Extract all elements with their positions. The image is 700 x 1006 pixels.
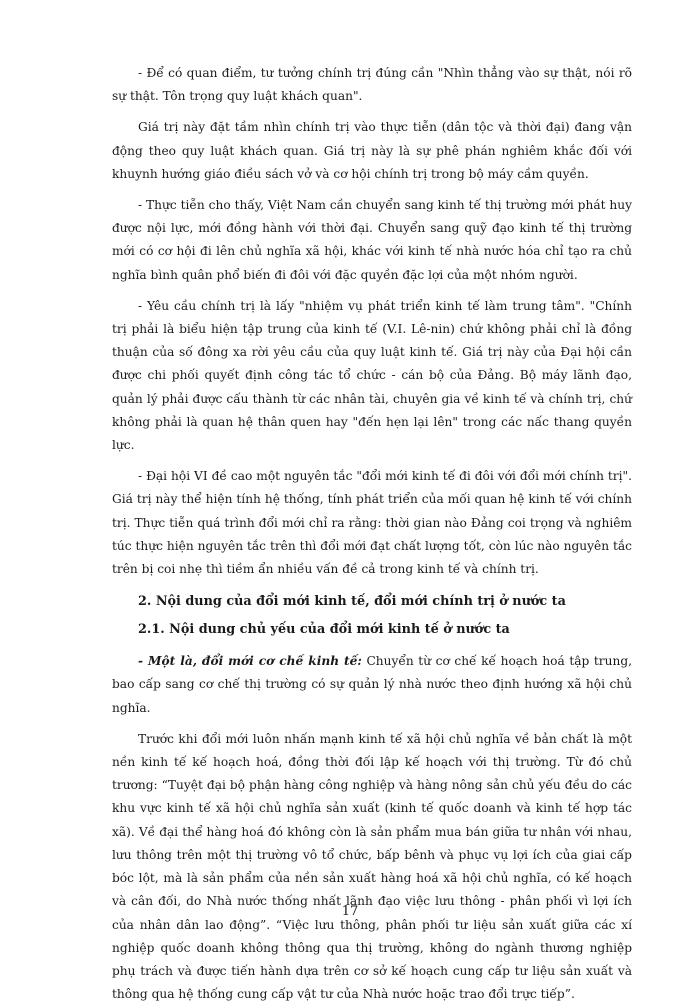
- document-page: [112, 62, 632, 1006]
- paragraph-7: Trước khi đổi mới luôn nhấn mạnh kinh tế xã hội chủ nghĩa về bản chất là một nền kinh tế kế hoạch hoá, đồng thời đối lập kế hoạch với thị trường. Từ đó chủ trương: “Tuyệt đại bộ phận hàng công nghiệp và hàng nông sản chủ yếu đều do các khu vực kinh tế xã hội chủ nghĩa sản xuất (kinh tế quốc doanh và kinh tế hợp tác xã). Về đại thể hàng hoá đó không còn là sản phẩm mua bán giữa tư nhân với nhau, lưu thông trên một thị trường vô tổ chức, bấp bênh và phục vụ lợi ích của giai cấp bóc lột, mà là sản phẩm của nền sản xuất hàng hoá xã hội chủ nghĩa, có kế hoạch và cân đối, do Nhà nước thống nhất lãnh đạo việc lưu thông - phân phối vì lợi ích của nhân dân lao động”. “Việc lưu thông, phân phối tư liệu sản xuất giữa các xí nghiệp quốc doanh không thông qua thị trường, không do ngành thương nghiệp phụ trách và được tiến hành dựa trên cơ sở kế hoạch cung cấp tư liệu sản xuất và thông qua hệ thống cung cấp vật tư của Nhà nước hoặc trao đổi trực tiếp”.: [112, 731, 632, 1002]
- paragraph-6: [112, 650, 632, 720]
- paragraph-4: - Yêu cầu chính trị là lấy "nhiệm vụ phát triển kinh tế làm trung tâm". "Chính trị phải là biểu hiện tập trung của kinh tế (V.I. Lê-nin) chứ không phải chỉ là đồng thuận của số đông xa rời yêu cầu của quy luật kinh tế. Giá trị này của Đại hội cần được chi phối quyết định công tác tổ chức - cán bộ của Đảng. Bộ máy lãnh đạo, quản lý phải được cấu thành từ các nhân tài, chuyên gia về kinh tế và chính trị, chứ không phải là quan hệ thân quen hay "đến hẹn lại lên" trong các nấc thang quyền lực.: [112, 298, 632, 453]
- paragraph-2: Giá trị này đặt tầm nhìn chính trị vào thực tiễn (dân tộc và thời đại) đang vận động theo quy luật khách quan. Giá trị này là sự phê phán nghiêm khắc đối với khuynh hướng giáo điều sách vở và cơ hội chính trị trong bộ máy cầm quyền.: [112, 120, 632, 181]
- page-number: 17: [341, 904, 359, 919]
- section-2-heading: 2. Nội dung của đổi mới kinh tế, đổi mới chính trị ở nước ta: [138, 594, 566, 610]
- paragraph-5: - Đại hội VI đề cao một nguyên tắc "đổi mới kinh tế đi đôi với đổi mới chính trị". Giá trị này thể hiện tính hệ thống, tính phát triển của mối quan hệ kinh tế với chính trị. Thực tiễn quá trình đổi mới chỉ ra rằng: thời gian nào Đảng coi trọng và nghiêm túc thực hiện nguyên tắc trên thì đổi mới đạt chất lượng tốt, còn lúc nào nguyên tắc trên bị coi nhẹ thì tiềm ẩn nhiều vấn đề cả trong kinh tế và chính trị.: [112, 469, 632, 577]
- paragraph-6-lead: - Một là, đổi mới cơ chế kinh tế:: [138, 654, 362, 669]
- paragraph-6-text: Chuyển từ cơ chế kế hoạch hoá tập trung, bao cấp sang cơ chế thị trường có sự quản lý nhà nước theo định hướng xã hội chủ nghĩa.: [112, 654, 632, 715]
- paragraph-1: - Để có quan điểm, tư tưởng chính trị đúng cần "Nhìn thẳng vào sự thật, nói rõ sự thật. Tôn trọng quy luật khách quan".: [112, 66, 632, 104]
- paragraph-3: - Thực tiễn cho thấy, Việt Nam cần chuyển sang kinh tế thị trường mới phát huy được nội lực, mới đồng hành với thời đại. Chuyển sang quỹ đạo kinh tế thị trường mới có cơ hội đi lên chủ nghĩa xã hội, khác với kinh tế nhà nước hóa chỉ tạo ra chủ nghĩa bình quân phổ biến đi đôi với đặc quyền đặc lợi của một nhóm người.: [112, 198, 632, 282]
- section-2-1-heading: 2.1. Nội dung chủ yếu của đổi mới kinh tế ở nước ta: [138, 622, 510, 638]
